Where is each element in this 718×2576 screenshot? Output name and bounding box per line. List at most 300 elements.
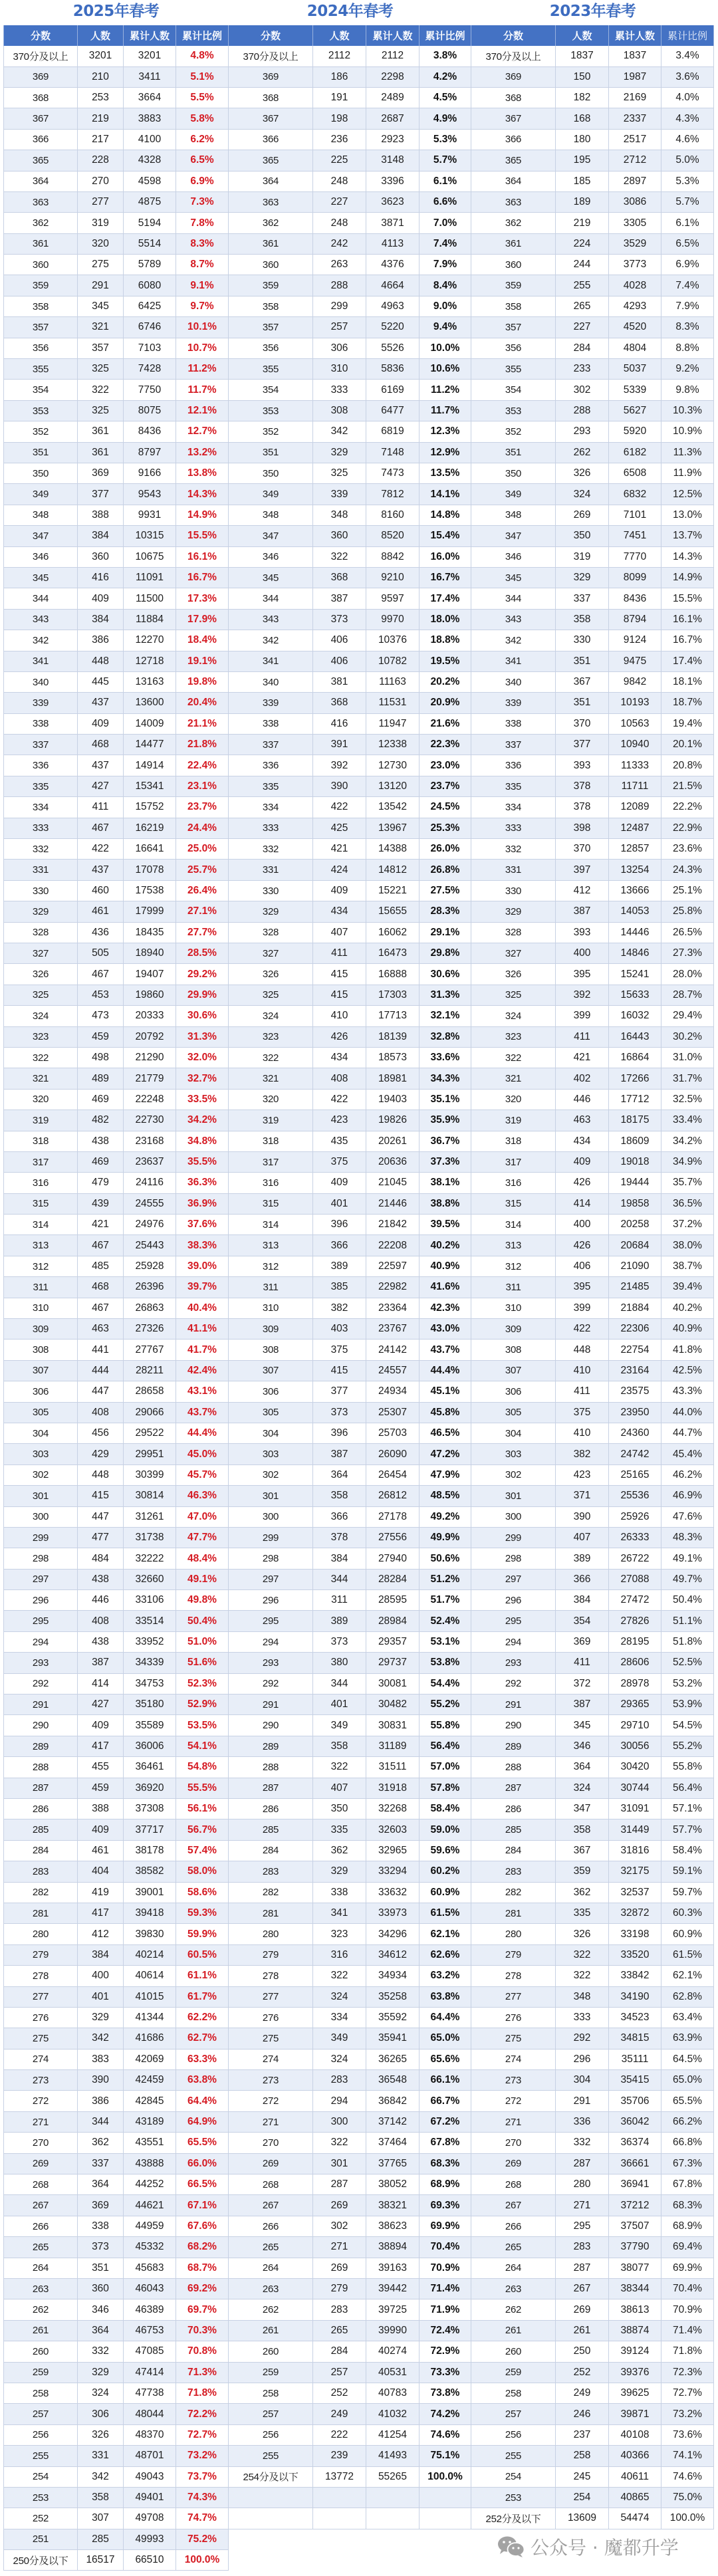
table-row: [229, 213, 471, 233]
table-row: [471, 2112, 714, 2133]
score-cell: 255: [3, 2446, 77, 2466]
score-cell: 258: [471, 2383, 555, 2404]
cumulative-count-cell: 30056: [608, 1736, 661, 1757]
count-cell: 185: [555, 172, 608, 192]
score-cell: 285: [471, 1819, 555, 1840]
count-cell: 409: [77, 1715, 123, 1736]
count-cell: 366: [555, 1570, 608, 1590]
cumulative-count-cell: 15633: [608, 985, 661, 1006]
score-cell: 295: [471, 1611, 555, 1631]
score-cell: 341: [3, 651, 77, 672]
score-cell: 336: [471, 755, 555, 776]
score-cell: 334: [229, 797, 312, 818]
score-cell: 265: [229, 2237, 312, 2258]
cumulative-ratio-cell: 18.8%: [419, 630, 471, 651]
table-row: [229, 2363, 471, 2383]
table-row: [3, 1861, 229, 1882]
score-cell: 346: [3, 547, 77, 568]
table-row: [471, 1632, 714, 1653]
table-row: [229, 1861, 471, 1882]
table-row: [3, 2049, 229, 2070]
table-row: [3, 1319, 229, 1340]
table-row: [471, 1194, 714, 1215]
score-cell: 361: [471, 234, 555, 255]
score-cell: 340: [229, 672, 312, 693]
cumulative-ratio-cell: 14.3%: [176, 484, 229, 505]
table-row: [229, 839, 471, 860]
count-cell: 316: [312, 1945, 366, 1966]
cumulative-ratio-cell: 23.1%: [176, 776, 229, 797]
count-cell: 284: [312, 2341, 366, 2362]
count-cell: 373: [312, 1403, 366, 1423]
table-row: [229, 1528, 471, 1548]
cumulative-count-cell: 5789: [123, 255, 176, 275]
table-row: [3, 630, 229, 651]
cumulative-count-cell: 34753: [123, 1674, 176, 1695]
cumulative-ratio-cell: 40.2%: [419, 1235, 471, 1256]
cumulative-count-cell: 7812: [366, 484, 419, 505]
cumulative-ratio-cell: 41.6%: [419, 1277, 471, 1298]
score-cell: 360: [229, 255, 312, 275]
cumulative-count-cell: 7148: [366, 443, 419, 463]
cumulative-count-cell: 25536: [608, 1486, 661, 1506]
cumulative-ratio-cell: 100.0%: [176, 2550, 229, 2571]
cumulative-count-cell: 5627: [608, 401, 661, 421]
score-cell: 277: [3, 1987, 77, 2008]
score-cell: 288: [471, 1757, 555, 1778]
score-cell: 290: [229, 1715, 312, 1736]
cumulative-count-cell: 15241: [608, 964, 661, 985]
cumulative-count-cell: 36661: [608, 2154, 661, 2174]
score-cell: 264: [229, 2258, 312, 2279]
cumulative-count-cell: 2169: [608, 88, 661, 108]
score-cell: 264: [3, 2258, 77, 2279]
score-cell: 260: [3, 2341, 77, 2362]
cumulative-count-cell: 3664: [123, 88, 176, 108]
table-row: [229, 1778, 471, 1799]
cumulative-ratio-cell: 71.9%: [419, 2299, 471, 2320]
count-cell: 498: [77, 1048, 123, 1068]
cumulative-ratio-cell: 14.1%: [419, 484, 471, 505]
table-row: [229, 776, 471, 797]
cumulative-ratio-cell: 26.4%: [176, 881, 229, 901]
cumulative-count-cell: 35941: [366, 2028, 419, 2049]
score-cell: 297: [3, 1570, 77, 1590]
cumulative-ratio-cell: 43.1%: [176, 1381, 229, 1402]
cumulative-ratio-cell: 29.2%: [176, 964, 229, 985]
score-cell: 363: [3, 192, 77, 213]
cumulative-count-cell: 38894: [366, 2237, 419, 2258]
table-row: [3, 1653, 229, 1673]
cumulative-count-cell: 3529: [608, 234, 661, 255]
score-cell: 282: [3, 1883, 77, 1903]
table-row: [229, 1966, 471, 1986]
table-row: [471, 2363, 714, 2383]
cumulative-count-cell: 36374: [608, 2133, 661, 2153]
score-cell: 304: [3, 1423, 77, 1444]
cumulative-ratio-cell: 26.0%: [419, 839, 471, 860]
cumulative-count-cell: 4376: [366, 255, 419, 275]
score-cell: 325: [229, 985, 312, 1006]
count-cell: 180: [555, 130, 608, 150]
cumulative-ratio-cell: 43.0%: [419, 1319, 471, 1340]
table-row: [229, 985, 471, 1006]
table-row: [3, 2341, 229, 2362]
cumulative-count-cell: 36548: [366, 2070, 419, 2091]
table-row: [229, 463, 471, 484]
count-cell: 411: [555, 1381, 608, 1402]
cumulative-count-cell: 11091: [123, 568, 176, 588]
cumulative-ratio-cell: 26.5%: [661, 923, 714, 943]
score-cell: 260: [229, 2341, 312, 2362]
cumulative-count-cell: 10193: [608, 693, 661, 713]
cumulative-ratio-cell: 27.7%: [176, 923, 229, 943]
score-cell: 362: [3, 213, 77, 233]
table-row: [471, 2425, 714, 2446]
table-row: [471, 463, 714, 484]
table-row: [471, 547, 714, 568]
cumulative-count-cell: 2897: [608, 172, 661, 192]
cumulative-count-cell: 1837: [608, 46, 661, 66]
score-cell: 345: [3, 568, 77, 588]
table-row: [229, 2446, 471, 2466]
table-row: [3, 2383, 229, 2404]
cumulative-count-cell: 14846: [608, 943, 661, 964]
table-row: [229, 1361, 471, 1381]
count-cell: 422: [77, 839, 123, 860]
count-cell: 304: [555, 2070, 608, 2091]
table-row: [229, 526, 471, 546]
table-row: [471, 2049, 714, 2070]
table-row: [229, 1486, 471, 1506]
cumulative-count-cell: 32222: [123, 1548, 176, 1569]
cumulative-count-cell: 25926: [608, 1507, 661, 1528]
cumulative-ratio-cell: 73.3%: [419, 2363, 471, 2383]
table-row: [471, 2195, 714, 2216]
count-cell: 249: [555, 2383, 608, 2404]
cumulative-ratio-cell: 13.0%: [661, 505, 714, 526]
count-cell: 423: [312, 1110, 366, 1131]
cumulative-count-cell: 41254: [366, 2425, 419, 2446]
cumulative-count-cell: 26812: [366, 1486, 419, 1506]
cumulative-ratio-cell: 9.1%: [176, 275, 229, 296]
cumulative-ratio-cell: 27.5%: [419, 881, 471, 901]
cumulative-ratio-cell: 46.9%: [661, 1486, 714, 1506]
cumulative-ratio-cell: 51.7%: [419, 1590, 471, 1611]
table-row: [471, 1277, 714, 1298]
table-row: [471, 1173, 714, 1193]
cumulative-ratio-cell: 7.9%: [661, 296, 714, 317]
cumulative-count-cell: 16641: [123, 839, 176, 860]
count-cell: 445: [77, 672, 123, 693]
count-cell: 296: [555, 2049, 608, 2070]
table-row: [229, 2383, 471, 2404]
table-row: [471, 964, 714, 985]
cumulative-ratio-cell: 5.5%: [176, 88, 229, 108]
count-cell: 384: [77, 1945, 123, 1966]
table-row: [3, 923, 229, 943]
count-cell: 339: [312, 484, 366, 505]
cumulative-count-cell: 11163: [366, 672, 419, 693]
cumulative-ratio-cell: 60.9%: [661, 1924, 714, 1944]
score-cell: 366: [471, 130, 555, 150]
score-cell: 304: [471, 1423, 555, 1444]
table-row: [471, 421, 714, 442]
count-cell: 333: [312, 380, 366, 400]
table-row: [471, 1361, 714, 1381]
cumulative-count-cell: 9597: [366, 588, 419, 609]
count-cell: 324: [555, 1778, 608, 1799]
score-cell: 347: [471, 526, 555, 546]
count-cell: 468: [77, 735, 123, 755]
score-cell: 275: [229, 2028, 312, 2049]
cumulative-ratio-cell: 28.0%: [661, 964, 714, 985]
table-row: [229, 2154, 471, 2174]
count-cell: 329: [77, 2363, 123, 2383]
cumulative-count-cell: 29365: [608, 1695, 661, 1715]
cumulative-count-cell: 6477: [366, 401, 419, 421]
section-2025: [3, 0, 229, 2571]
count-cell: 300: [312, 2112, 366, 2133]
count-cell: 392: [555, 985, 608, 1006]
cumulative-ratio-cell: 56.1%: [176, 1799, 229, 1819]
cumulative-ratio-cell: 15.5%: [176, 526, 229, 546]
cumulative-count-cell: 13666: [608, 881, 661, 901]
score-cell: 300: [3, 1507, 77, 1528]
cumulative-count-cell: 27472: [608, 1590, 661, 1611]
cumulative-count-cell: 66510: [123, 2550, 176, 2571]
cumulative-count-cell: 18435: [123, 923, 176, 943]
score-cell: 254: [3, 2467, 77, 2488]
table-row: [3, 860, 229, 880]
cumulative-count-cell: 43888: [123, 2154, 176, 2174]
count-cell: 217: [77, 130, 123, 150]
score-cell: 359: [471, 275, 555, 296]
count-cell: 406: [555, 1256, 608, 1277]
cumulative-ratio-cell: 46.3%: [176, 1486, 229, 1506]
score-cell: 288: [229, 1757, 312, 1778]
table-row: [229, 1256, 471, 1277]
cumulative-ratio-cell: 34.3%: [419, 1068, 471, 1089]
cumulative-count-cell: 9475: [608, 651, 661, 672]
cumulative-ratio-cell: 24.3%: [661, 860, 714, 880]
table-row: [3, 463, 229, 484]
cumulative-count-cell: 41686: [123, 2028, 176, 2049]
cumulative-count-cell: 17078: [123, 860, 176, 880]
cumulative-ratio-cell: 7.9%: [419, 255, 471, 275]
score-cell: 366: [3, 130, 77, 150]
cumulative-ratio-cell: 18.4%: [176, 630, 229, 651]
cumulative-ratio-cell: 72.3%: [661, 2363, 714, 2383]
count-cell: 409: [77, 1819, 123, 1840]
count-cell: 351: [555, 651, 608, 672]
count-cell: 461: [77, 901, 123, 922]
table-row: [229, 234, 471, 255]
table-row: [3, 797, 229, 818]
count-cell: 429: [77, 1444, 123, 1464]
table-row: [229, 505, 471, 526]
count-cell: 434: [312, 1048, 366, 1068]
cumulative-ratio-cell: 35.1%: [419, 1090, 471, 1110]
score-cell: 305: [471, 1403, 555, 1423]
count-cell: 326: [555, 463, 608, 484]
score-cell: 288: [3, 1757, 77, 1778]
cumulative-ratio-cell: 58.0%: [176, 1861, 229, 1882]
cumulative-count-cell: 9931: [123, 505, 176, 526]
cumulative-count-cell: 3773: [608, 255, 661, 275]
count-cell: 219: [555, 213, 608, 233]
cumulative-ratio-cell: 6.1%: [661, 213, 714, 233]
cumulative-ratio-cell: 50.4%: [661, 1590, 714, 1611]
cumulative-count-cell: 13163: [123, 672, 176, 693]
cumulative-count-cell: 33973: [366, 1903, 419, 1924]
cumulative-count-cell: 21779: [123, 1068, 176, 1089]
score-cell: 307: [471, 1361, 555, 1381]
table-row: [471, 2216, 714, 2237]
cumulative-ratio-cell: 17.4%: [661, 651, 714, 672]
count-cell: 308: [312, 401, 366, 421]
cumulative-ratio-cell: 63.9%: [661, 2028, 714, 2049]
score-cell: 322: [3, 1048, 77, 1068]
count-cell: 255: [555, 275, 608, 296]
cumulative-count-cell: 14053: [608, 901, 661, 922]
count-cell: 401: [77, 1987, 123, 2008]
cumulative-count-cell: 29066: [123, 1403, 176, 1423]
table-row: [3, 2258, 229, 2279]
count-cell: 414: [77, 1674, 123, 1695]
count-cell: 416: [312, 714, 366, 735]
score-cell: 352: [229, 421, 312, 442]
cumulative-count-cell: 9124: [608, 630, 661, 651]
count-cell: 422: [312, 1090, 366, 1110]
cumulative-count-cell: 4100: [123, 130, 176, 150]
cumulative-count-cell: 21290: [123, 1048, 176, 1068]
table-row: [3, 1298, 229, 1319]
cumulative-ratio-cell: 15.5%: [661, 588, 714, 609]
cumulative-count-cell: 34815: [608, 2028, 661, 2049]
cumulative-count-cell: 38077: [608, 2258, 661, 2279]
score-cell: 267: [471, 2195, 555, 2216]
score-cell: 263: [471, 2279, 555, 2299]
cumulative-ratio-cell: 21.6%: [419, 714, 471, 735]
score-cell: 299: [229, 1528, 312, 1548]
table-row: [3, 2529, 229, 2550]
table-row: [229, 46, 471, 66]
cumulative-ratio-cell: 16.1%: [176, 547, 229, 568]
score-cell: 344: [3, 588, 77, 609]
cumulative-count-cell: 8436: [123, 421, 176, 442]
count-cell: 467: [77, 1298, 123, 1319]
table-row: [471, 1381, 714, 1402]
table-row: [229, 1465, 471, 1486]
cumulative-count-cell: 37464: [366, 2133, 419, 2153]
score-cell: 351: [229, 443, 312, 463]
cumulative-count-cell: 2517: [608, 130, 661, 150]
score-cell: 335: [471, 776, 555, 797]
score-cell: 287: [3, 1778, 77, 1799]
score-cell: 365: [3, 150, 77, 171]
cumulative-count-cell: 26454: [366, 1465, 419, 1486]
table-row: [229, 1715, 471, 1736]
table-row: [229, 88, 471, 108]
score-cell: 267: [3, 2195, 77, 2216]
cumulative-ratio-cell: 60.2%: [419, 1861, 471, 1882]
table-row: [3, 2321, 229, 2341]
cumulative-ratio-cell: 7.8%: [176, 213, 229, 233]
count-cell: 392: [312, 755, 366, 776]
cumulative-ratio-cell: 37.3%: [419, 1152, 471, 1173]
cumulative-count-cell: 23637: [123, 1152, 176, 1173]
score-cell: 325: [3, 985, 77, 1006]
table-row: [229, 67, 471, 88]
count-cell: 267: [555, 2279, 608, 2299]
cumulative-ratio-cell: 43.7%: [419, 1340, 471, 1360]
cumulative-ratio-cell: 53.1%: [419, 1632, 471, 1653]
table-row: [3, 2237, 229, 2258]
table-row: [3, 755, 229, 776]
table-row: [229, 1570, 471, 1590]
cumulative-count-cell: 2712: [608, 150, 661, 171]
score-cell: 349: [471, 484, 555, 505]
score-cell: 302: [229, 1465, 312, 1486]
cumulative-count-cell: 16888: [366, 964, 419, 985]
count-cell: 351: [555, 693, 608, 713]
table-row: [471, 338, 714, 359]
table-row: [471, 213, 714, 233]
table-row: [229, 1006, 471, 1026]
score-cell: 297: [471, 1570, 555, 1590]
table-row: [229, 964, 471, 985]
count-cell: 324: [77, 2383, 123, 2404]
count-cell: 422: [555, 1319, 608, 1340]
cumulative-ratio-cell: 69.7%: [176, 2299, 229, 2320]
table-row: [3, 1403, 229, 1423]
score-cell: 334: [3, 797, 77, 818]
count-cell: 336: [555, 2112, 608, 2133]
cumulative-ratio-cell: 17.9%: [176, 610, 229, 630]
count-cell: 383: [77, 2049, 123, 2070]
table-row: [471, 1340, 714, 1360]
cumulative-count-cell: 44252: [123, 2174, 176, 2195]
cumulative-count-cell: 3883: [123, 108, 176, 129]
score-cell: 287: [229, 1778, 312, 1799]
cumulative-count-cell: 16219: [123, 818, 176, 839]
score-cell: 299: [3, 1528, 77, 1548]
count-cell: 349: [312, 1715, 366, 1736]
cumulative-ratio-cell: 59.9%: [176, 1924, 229, 1944]
cumulative-ratio-cell: 16.7%: [176, 568, 229, 588]
cumulative-count-cell: 15655: [366, 901, 419, 922]
score-cell: 368: [3, 88, 77, 108]
score-cell: 300: [229, 1507, 312, 1528]
cumulative-count-cell: 39871: [608, 2404, 661, 2424]
score-cell: 257: [471, 2404, 555, 2424]
score-cell: 317: [471, 1152, 555, 1173]
score-cell: 280: [471, 1924, 555, 1944]
cumulative-ratio-cell: 74.2%: [419, 2404, 471, 2424]
count-cell: 364: [312, 1465, 366, 1486]
table-row: [3, 317, 229, 338]
count-cell: 254: [555, 2488, 608, 2508]
count-cell: 415: [312, 964, 366, 985]
score-cell: 314: [471, 1215, 555, 1235]
table-row: [3, 1110, 229, 1131]
count-cell: 456: [77, 1423, 123, 1444]
cumulative-ratio-cell: 11.7%: [419, 401, 471, 421]
count-cell: 269: [312, 2258, 366, 2279]
score-cell: 370分及以上: [471, 46, 555, 66]
count-cell: 388: [77, 1799, 123, 1819]
